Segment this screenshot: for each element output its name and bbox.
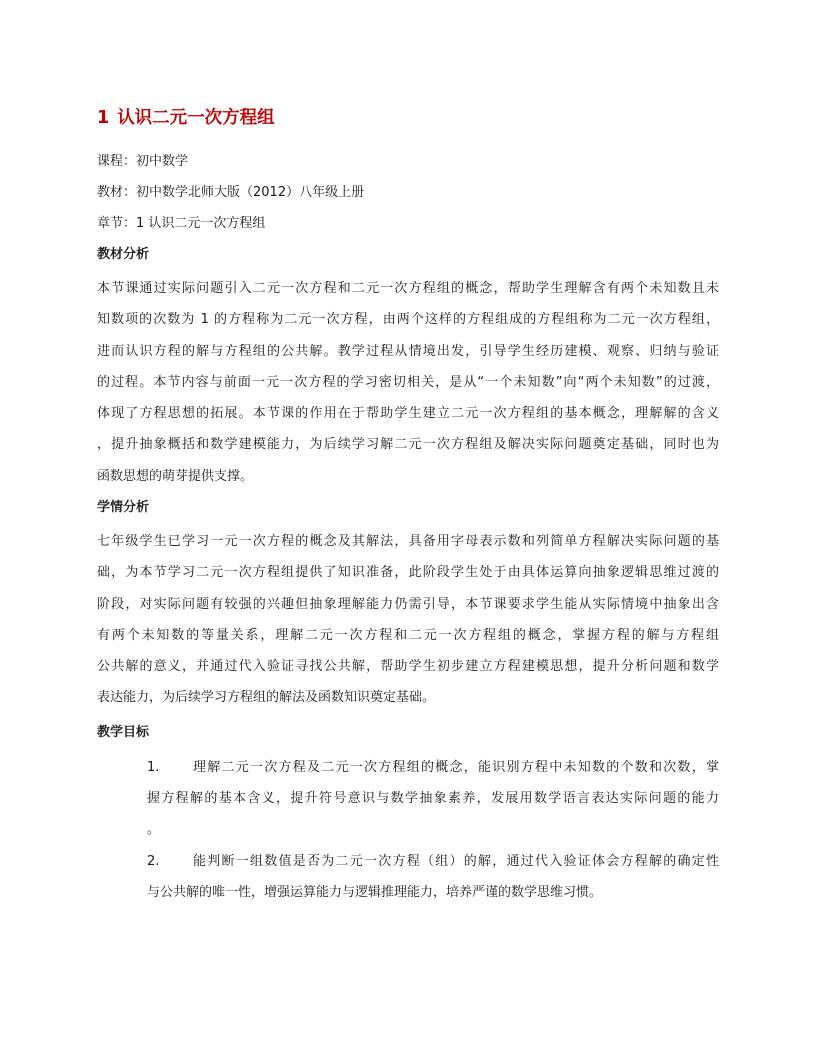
section-heading-textbook-analysis: 教材分析 — [97, 247, 150, 262]
paragraph-line: 的过程。本节内容与前面一元一次方程的学习密切相关，是从“一个未知数”向“两个未知数”的过渡， — [97, 374, 719, 390]
paragraph-line: 表达能力，为后续学习方程组的解法及函数知识奠定基础。 — [97, 690, 436, 706]
section-heading-teaching-goals: 教学目标 — [97, 725, 150, 740]
paragraph-line: 函数思想的萌芽提供支撑。 — [97, 468, 254, 484]
paragraph-line: 公共解的意义，并通过代入验证寻找公共解，帮助学生初步建立方程建模思想，提升分析问题和数学 — [97, 659, 719, 675]
goal-line: 握方程解的基本含义，提升符号意识与数学抽象素养，发展用数学语言表达实际问题的能力 — [147, 791, 719, 806]
goal-item-1 — [147, 752, 719, 783]
goal-item-2-continued — [97, 877, 719, 908]
goal-line — [147, 752, 719, 783]
paragraph-line: 体现了方程思想的拓展。本节课的作用在于帮助学生建立二元一次方程组的基本概念，理解解的含义 — [97, 406, 719, 422]
paragraph-line: 础，为本节学习二元一次方程组提供了知识准备，此阶段学生处于由具体运算向抽象逻辑思维过渡的 — [97, 565, 719, 581]
paragraph-line: 阶段，对实际问题有较强的兴趣但抽象理解能力仍需引导，本节课要求学生能从实际情境中抽象出含 — [97, 596, 719, 612]
student-analysis-paragraph — [97, 526, 719, 714]
goal-number: 2. — [147, 854, 160, 869]
paragraph-line: 七年级学生已学习一元一次方程的概念及其解法，具备用字母表示数和列简单方程解决实际问题的基 — [97, 534, 719, 549]
chapter-info: 章节：1 认识二元一次方程组 — [97, 216, 266, 231]
section-heading-student-analysis: 学情分析 — [97, 500, 150, 515]
goal-item-1-continued — [97, 783, 719, 846]
goal-number: 1. — [147, 760, 160, 775]
title-text: 认识二元一次方程组 — [117, 108, 275, 128]
paragraph-line: 知数项的次数为 1 的方程称为二元一次方程，由两个这样的方程组成的方程组称为二元一次方程组， — [97, 312, 719, 328]
goal-item-2 — [147, 846, 719, 877]
goal-text: 理解二元一次方程及二元一次方程组的概念，能识别方程中未知数的个数和次数，掌 — [193, 760, 719, 775]
goal-line — [147, 846, 719, 877]
textbook-info: 教材：初中数学北师大版（2012）八年级上册 — [97, 185, 365, 200]
goal-line: 与公共解的唯一性，增强运算能力与逻辑推理能力，培养严谨的数学思维习惯。 — [147, 885, 603, 900]
paragraph-line: 有两个未知数的等量关系，理解二元一次方程和二元一次方程组的概念，掌握方程的解与方程组 — [97, 627, 719, 643]
page-title — [97, 104, 275, 132]
textbook-analysis-paragraph — [97, 273, 719, 492]
paragraph-line: 本节课通过实际问题引入二元一次方程和二元一次方程组的概念，帮助学生理解含有两个未知数且未 — [97, 281, 719, 296]
paragraph-line: 进而认识方程的解与方程组的公共解。教学过程从情境出发，引导学生经历建模、观察、归纳与验证 — [97, 343, 719, 359]
paragraph-line: ，提升抽象概括和数学建模能力，为后续学习解二元一次方程组及解决实际问题奠定基础，同时也为 — [97, 437, 719, 453]
course-info: 课程：初中数学 — [97, 154, 189, 169]
goal-line: 。 — [147, 822, 161, 838]
title-number: 1 — [97, 108, 110, 128]
goal-text: 能判断一组数值是否为二元一次方程（组）的解，通过代入验证体会方程解的确定性 — [193, 854, 719, 869]
